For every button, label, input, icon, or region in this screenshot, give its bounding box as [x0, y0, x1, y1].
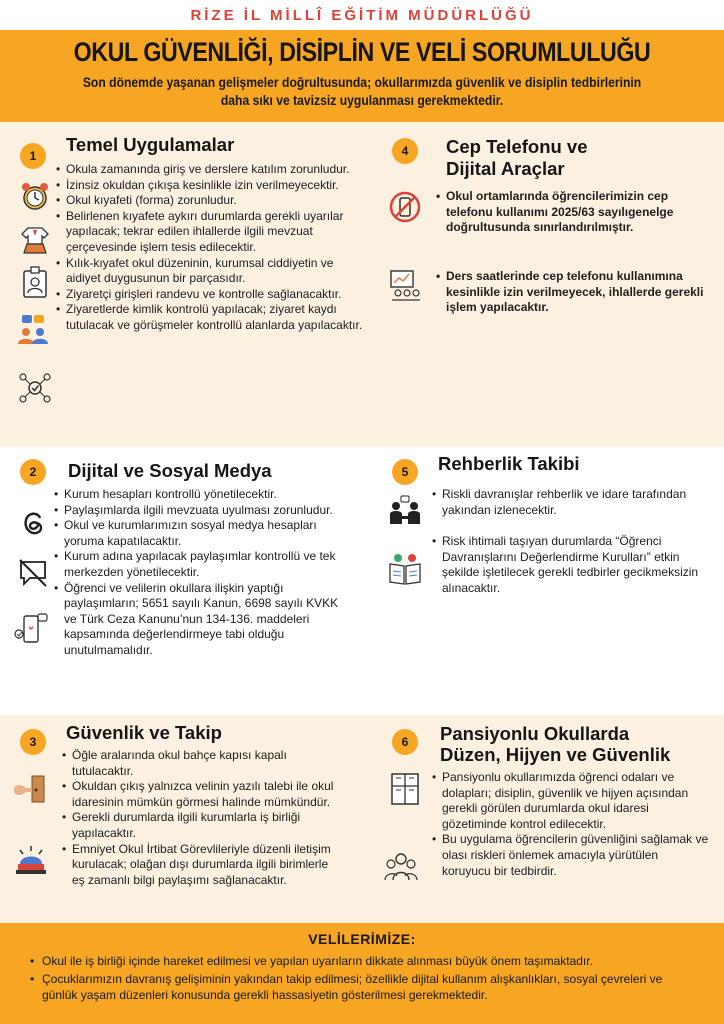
list-item: • Risk ihtimali taşıyan durumlarda “Öğrenci Davranışlarını Değerlendirme Kurulları” etkin şekilde işletilecek gerekli tedbirler gecikmeksizin alınacaktır. — [430, 534, 710, 596]
list-item: • Okul kıyafeti (forma) zorunludur. — [54, 193, 364, 209]
list-item: • Bu uygulama öğrencilerin güvenliğini sağlamak ve olası riskleri önlemek amacıyla yürütülen koruyucu bir tedbirdir. — [430, 832, 710, 879]
list-item: • Riskli davranışlar rehberlik ve idare tarafından yakından izlenecektir. — [430, 487, 710, 518]
locker-icon — [388, 772, 422, 806]
section-title-2: Dijital ve Sosyal Medya — [68, 460, 272, 481]
uniform-icon — [18, 222, 52, 256]
list-item: • Pansiyonlu okullarımızda öğrenci odaları ve dolapları; disiplin, güvenlik ve hijyen açısından gerekli görülen durumlarda okul idaresi gözetiminde kontrol edilecektir. — [430, 770, 710, 832]
list-item: • Okul ve kurumlarımızın sosyal medya hesapları yoruma kapatılacaktır. — [52, 518, 348, 549]
section-title-4-line1: Cep Telefonu ve — [446, 136, 588, 157]
section-title-5: Rehberlik Takibi — [438, 453, 580, 474]
hero-banner — [0, 30, 724, 122]
list-item: • Okuldan çıkış yalnızca velinin yazılı talebi ile okul idaresinin mümkün görmesi halinde mümkündür. — [60, 779, 340, 810]
checkmark-network-icon — [18, 371, 52, 405]
list-item: • Kurum adına yapılacak paylaşımlar kontrollü ve tek merkezden yönetilecektir. — [52, 549, 348, 580]
list-item: • Paylaşımlarda ilgili mevzuata uyulması zorunludur. — [52, 503, 348, 519]
section-number-2: 2 — [20, 459, 46, 485]
no-comments-icon — [16, 556, 50, 590]
section-title-4-line2: Dijital Araçlar — [446, 158, 565, 179]
parents-notice-title: VELİLERİMİZE: — [308, 931, 416, 947]
parents-notice-list — [30, 953, 694, 1003]
page-subtitle: Son dönemde yaşanan gelişmeler doğrultusunda; okullarımızda güvenlik ve disiplin tedbirlerinin daha sıkı ve tavizsiz uygulanması gerekmektedir. — [82, 75, 642, 108]
parents-notice — [0, 923, 724, 1024]
list-item: • Okul ortamlarında öğrencilerimizin cep telefonu kullanımı 2025/63 sayılıgenelge doğrultusunda sınırlandırılmıştır. — [434, 189, 704, 236]
list-item: • Ziyaretçi girişleri randevu ve kontrolle sağlanacaktır. — [54, 287, 364, 303]
section-4-list-a — [434, 189, 704, 236]
section-4-list-b — [434, 269, 704, 316]
alarm-clock-icon — [18, 179, 52, 213]
list-item: • Öğrenci ve velilerin okullara ilişkin yaptığı paylaşımların; 5651 sayılı Kanun, 6698 sayılı KVKK ve Türk Ceza Kanunu’nun 134-136. maddeleri kapsamında değerlendirmeye tabi olduğu unutulmamalıdır. — [52, 581, 348, 659]
list-item: • Belirlenen kıyafete aykırı durumlarda gerekli uyarılar yapılacak; tekrar edilen ihlallerde ilgili mevzuat çerçevesinde işlem tesis edilecektir. — [54, 209, 364, 256]
page-title: OKUL GÜVENLİĞİ, DİSİPLİN VE VELİ SORUMLULUĞU — [73, 37, 651, 67]
list-item: • Gerekli durumlarda ilgili kurumlarla iş birliği yapılacaktır. — [60, 810, 340, 841]
evaluation-book-icon — [388, 552, 422, 586]
section-number-3: 3 — [20, 729, 46, 755]
list-item: • İzinsiz okuldan çıkışa kesinlikle izin verilmeyecektir. — [54, 178, 364, 194]
section-5-list-a — [430, 487, 710, 518]
list-item: • Kurum hesapları kontrollü yönetilecektir. — [52, 487, 348, 503]
section-number-5: 5 — [392, 459, 418, 485]
list-item: • Okul ile iş birliği içinde hareket edilmesi ve yapılan uyarıların dikkate alınması büyük önem taşımaktadır. — [30, 953, 694, 969]
section-6-list — [430, 770, 710, 879]
section-title-3: Güvenlik ve Takip — [66, 722, 222, 743]
counseling-meeting-icon — [388, 494, 422, 528]
list-item: • Kılık-kıyafet okul düzeninin, kurumsal ciddiyetin ve aidiyet duygusunun bir parçasıdır. — [54, 256, 364, 287]
list-item: • Ziyaretlerde kimlik kontrolü yapılacak; ziyaret kaydı tutulacak ve görüşmeler kontrollü alanlarda yapılacaktır. — [54, 302, 364, 333]
section-title-1: Temel Uygulamalar — [66, 134, 235, 155]
organization-title: RİZE İL MİLLÎ EĞİTİM MÜDÜRLÜĞÜ — [0, 0, 724, 30]
list-item: • Öğle aralarında okul bahçe kapısı kapalı tutulacaktır. — [60, 748, 340, 779]
presentation-icon — [388, 268, 422, 302]
section-3-list — [60, 748, 340, 888]
list-item: • Okula zamanında giriş ve derslere katılım zorunludur. — [54, 162, 364, 178]
visitors-icon — [16, 312, 50, 346]
section-title-6-line2: Düzen, Hijyen ve Güvenlik — [440, 744, 671, 765]
section-number-6: 6 — [392, 729, 418, 755]
list-item: • Ders saatlerinde cep telefonu kullanımına kesinlikle izin verilmeyecek, ihlallerde gerekli işlem yapılacaktır. — [434, 269, 704, 316]
section-number-4: 4 — [392, 138, 418, 164]
threads-icon — [16, 506, 50, 540]
students-group-icon — [384, 850, 418, 884]
list-item: • Emniyet Okul İrtibat Görevlileriyle düzenli iletişim kurulacak; olağan dışı durumlarda ilgili birimlerle eş zamanlı bilgi paylaşımı sağlanacaktır. — [60, 842, 340, 889]
section-number-1: 1 — [20, 143, 46, 169]
section-title-6-line1: Pansiyonlu Okullarda — [440, 723, 630, 744]
social-media-phone-icon — [14, 612, 48, 646]
section-2-list — [52, 487, 348, 659]
no-phone-icon — [388, 190, 422, 224]
id-badge-icon — [18, 265, 52, 299]
door-key-icon — [12, 772, 46, 806]
section-5-list-b — [430, 534, 710, 596]
list-item: • Çocuklarımızın davranış gelişiminin yakından takip edilmesi; özellikle dijital kullanım alışkanlıkları, sosyal çevreleri ve günlük yaşam düzenleri konusunda gerekli hassasiyetin gösterilmesi gerekmektedir. — [30, 971, 694, 1003]
section-1-list — [54, 162, 364, 334]
police-siren-icon — [14, 844, 48, 878]
